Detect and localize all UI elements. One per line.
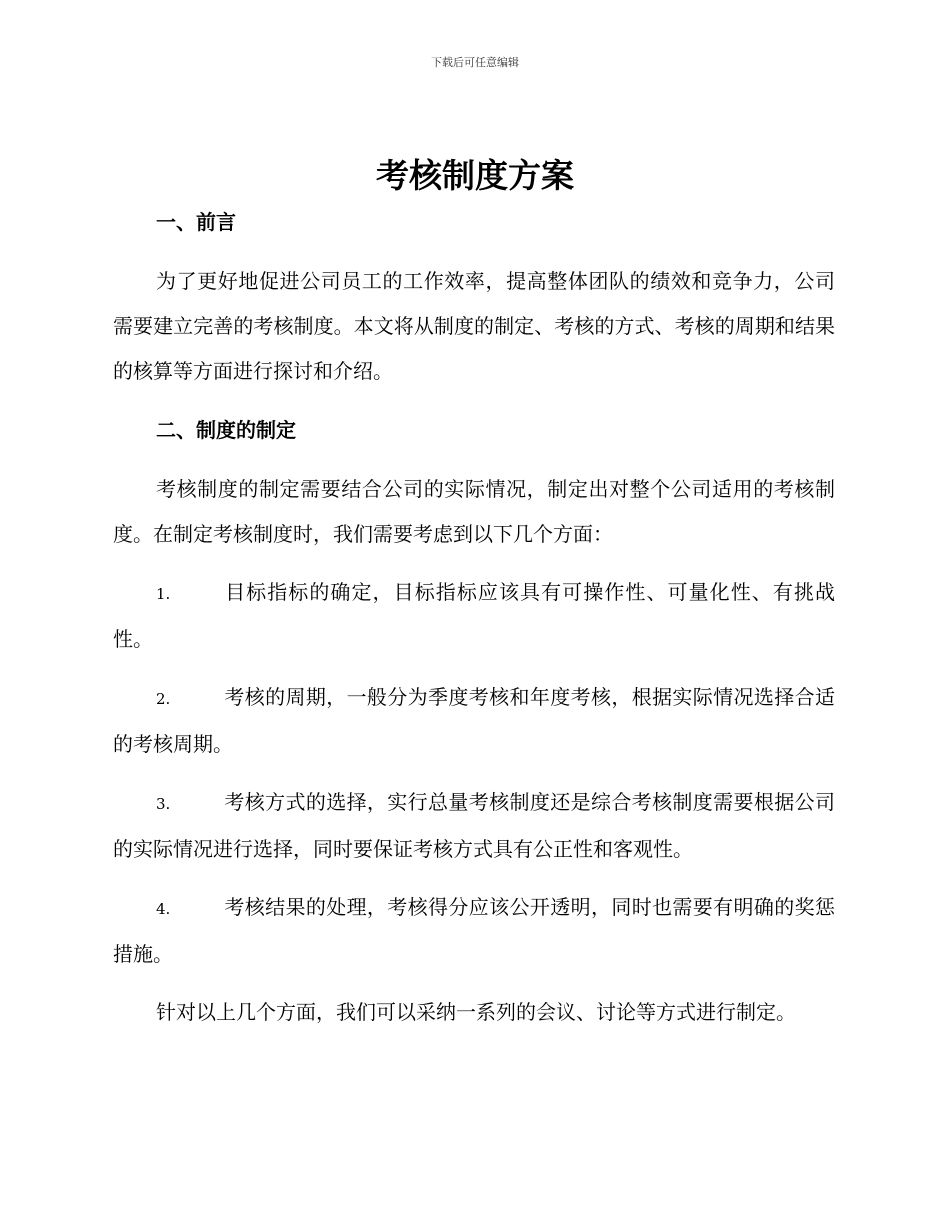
list-item-text: 考核方式的选择，实行总量考核制度还是综合考核制度需要根据公司的实际情况进行选择，同时要保证考核方式具有公正性和客观性。	[113, 790, 835, 861]
formulation-intro-paragraph: 考核制度的制定需要结合公司的实际情况，制定出对整个公司适用的考核制度。在制定考核制度时，我们需要考虑到以下几个方面：	[113, 477, 835, 546]
preface-paragraph: 为了更好地促进公司员工的工作效率，提高整体团队的绩效和竞争力，公司需要建立完善的考核制度。本文将从制度的制定、考核的方式、考核的周期和结果的核算等方面进行探讨和介绍。	[113, 269, 835, 383]
list-item-number: 2.	[156, 690, 171, 708]
document-body	[113, 200, 835, 1035]
list-item	[113, 780, 835, 872]
list-item-number: 1.	[156, 585, 171, 603]
list-item	[113, 570, 835, 662]
list-item-number: 3.	[156, 795, 171, 813]
page-title: 考核制度方案	[376, 156, 574, 195]
list-item-text: 目标指标的确定，目标指标应该具有可操作性、可量化性、有挑战性。	[113, 580, 835, 651]
section-heading-formulation: 二、制度的制定	[156, 418, 296, 442]
list-item-text: 考核的周期，一般分为季度考核和年度考核，根据实际情况选择合适的考核周期。	[113, 685, 835, 756]
list-item-number: 4.	[156, 900, 171, 918]
section-heading-preface: 一、前言	[156, 210, 236, 234]
list-item	[113, 885, 835, 977]
list-item-text: 考核结果的处理，考核得分应该公开透明，同时也需要有明确的奖惩措施。	[113, 895, 835, 966]
header-note: 下载后可任意编辑	[431, 56, 519, 69]
closing-paragraph: 针对以上几个方面，我们可以采纳一系列的会议、讨论等方式进行制定。	[156, 1000, 796, 1024]
list-item	[113, 675, 835, 767]
